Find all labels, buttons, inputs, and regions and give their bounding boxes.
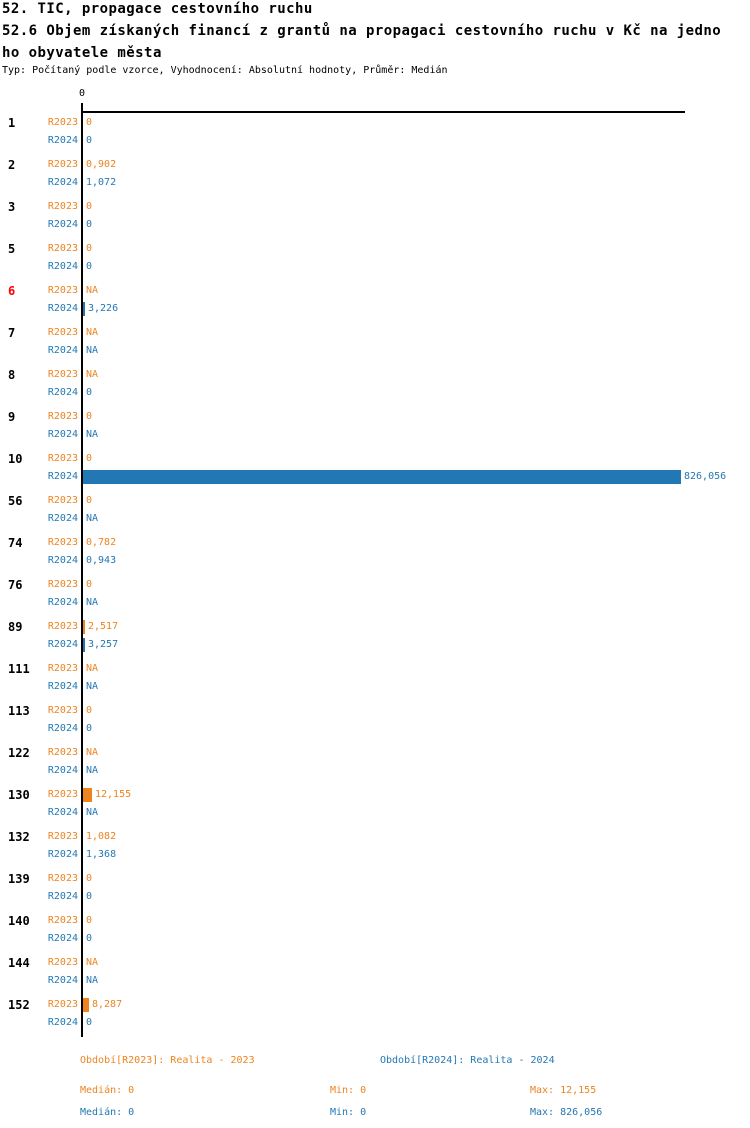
series-row-r2024 xyxy=(0,468,750,486)
series-label-r2023: R2023 xyxy=(47,453,78,464)
series-row-r2023 xyxy=(0,282,750,300)
series-label-r2023: R2023 xyxy=(47,705,78,716)
series-label-r2024: R2024 xyxy=(47,597,78,608)
series-row-r2024 xyxy=(0,720,750,738)
series-label-r2024: R2024 xyxy=(47,849,78,860)
value-r2023: 0 xyxy=(86,117,93,128)
series-row-r2023 xyxy=(0,828,750,846)
series-label-r2023: R2023 xyxy=(47,621,78,632)
series-label-r2023: R2023 xyxy=(47,537,78,548)
row-group-3 xyxy=(0,198,750,234)
value-r2024: NA xyxy=(86,975,99,986)
series-row-r2023 xyxy=(0,660,750,678)
series-row-r2023 xyxy=(0,912,750,930)
row-id: 7 xyxy=(8,326,16,340)
row-id: 130 xyxy=(8,788,30,802)
series-label-r2024: R2024 xyxy=(47,471,78,482)
row-group-8 xyxy=(0,366,750,402)
series-row-r2024 xyxy=(0,174,750,192)
value-r2023: 12,155 xyxy=(95,789,132,800)
row-id: 111 xyxy=(8,662,30,676)
series-row-r2024 xyxy=(0,216,750,234)
indicator-meta: Typ: Počítaný podle vzorce, Vyhodnocení: Absolutní hodnoty, Průměr: Medián xyxy=(2,65,448,76)
series-row-r2024 xyxy=(0,426,750,444)
series-label-r2023: R2023 xyxy=(47,243,78,254)
series-row-r2024 xyxy=(0,678,750,696)
value-r2024: 0 xyxy=(86,933,93,944)
value-r2023: 0 xyxy=(86,201,93,212)
series-label-r2024: R2024 xyxy=(47,135,78,146)
row-group-89 xyxy=(0,618,750,654)
series-label-r2023: R2023 xyxy=(47,747,78,758)
bar-r2024 xyxy=(83,302,85,316)
series-row-r2023 xyxy=(0,534,750,552)
row-id: 76 xyxy=(8,578,23,592)
row-group-113 xyxy=(0,702,750,738)
indicator-title-line1: 52.6 Objem získaných financí z grantů na propagaci cestovního ruchu v Kč na jedno xyxy=(2,23,722,39)
legend-period-r2024: Období[R2024]: Realita - 2024 xyxy=(380,1055,555,1066)
row-id: 132 xyxy=(8,830,30,844)
value-r2023: 0 xyxy=(86,579,93,590)
row-group-144 xyxy=(0,954,750,990)
series-row-r2023 xyxy=(0,744,750,762)
series-label-r2024: R2024 xyxy=(47,303,78,314)
row-id: 152 xyxy=(8,998,30,1012)
series-row-r2024 xyxy=(0,594,750,612)
series-row-r2024 xyxy=(0,510,750,528)
series-label-r2024: R2024 xyxy=(47,807,78,818)
series-label-r2023: R2023 xyxy=(47,831,78,842)
series-row-r2024 xyxy=(0,930,750,948)
series-label-r2024: R2024 xyxy=(47,429,78,440)
series-row-r2024 xyxy=(0,300,750,318)
value-r2024: NA xyxy=(86,765,99,776)
series-row-r2023 xyxy=(0,450,750,468)
row-id: 5 xyxy=(8,242,16,256)
stat-max-r2023: Max: 12,155 xyxy=(530,1085,597,1096)
value-r2024: NA xyxy=(86,807,99,818)
value-r2023: 8,287 xyxy=(92,999,123,1010)
stat-max-r2024: Max: 826,056 xyxy=(530,1107,603,1118)
value-r2023: NA xyxy=(86,747,99,758)
bar-r2023 xyxy=(83,788,92,802)
series-row-r2023 xyxy=(0,954,750,972)
row-group-2 xyxy=(0,156,750,192)
value-r2024: NA xyxy=(86,513,99,524)
row-group-130 xyxy=(0,786,750,822)
bar-r2024 xyxy=(83,638,85,652)
series-row-r2024 xyxy=(0,132,750,150)
series-label-r2023: R2023 xyxy=(47,915,78,926)
series-label-r2024: R2024 xyxy=(47,891,78,902)
value-r2023: NA xyxy=(86,663,99,674)
value-r2023: NA xyxy=(86,327,99,338)
row-group-140 xyxy=(0,912,750,948)
value-r2024: 0 xyxy=(86,387,93,398)
bar-r2023 xyxy=(83,998,89,1012)
series-label-r2024: R2024 xyxy=(47,681,78,692)
row-id: 2 xyxy=(8,158,16,172)
value-r2024: 1,072 xyxy=(86,177,117,188)
series-label-r2023: R2023 xyxy=(47,327,78,338)
series-row-r2023 xyxy=(0,156,750,174)
bar-r2024 xyxy=(83,470,681,484)
series-label-r2024: R2024 xyxy=(47,345,78,356)
series-row-r2024 xyxy=(0,342,750,360)
value-r2023: 0 xyxy=(86,915,93,926)
value-r2023: 0 xyxy=(86,411,93,422)
row-group-5 xyxy=(0,240,750,276)
row-group-111 xyxy=(0,660,750,696)
row-group-76 xyxy=(0,576,750,612)
series-label-r2023: R2023 xyxy=(47,369,78,380)
row-id: 113 xyxy=(8,704,30,718)
value-r2024: NA xyxy=(86,681,99,692)
value-r2023: NA xyxy=(86,285,99,296)
stat-min-r2023: Min: 0 xyxy=(330,1085,367,1096)
row-group-74 xyxy=(0,534,750,570)
series-row-r2023 xyxy=(0,408,750,426)
series-row-r2024 xyxy=(0,762,750,780)
value-r2024: 0,943 xyxy=(86,555,117,566)
row-group-56 xyxy=(0,492,750,528)
series-label-r2023: R2023 xyxy=(47,957,78,968)
value-r2023: 0 xyxy=(86,873,93,884)
value-r2023: 0 xyxy=(86,495,93,506)
indicator-title-line2: ho obyvatele města xyxy=(2,45,162,61)
series-label-r2024: R2024 xyxy=(47,513,78,524)
series-label-r2024: R2024 xyxy=(47,219,78,230)
value-r2023: 0,902 xyxy=(86,159,117,170)
series-row-r2024 xyxy=(0,888,750,906)
value-r2024: 0 xyxy=(86,261,93,272)
series-row-r2024 xyxy=(0,804,750,822)
value-r2024: 0 xyxy=(86,135,93,146)
series-row-r2023 xyxy=(0,240,750,258)
row-group-1 xyxy=(0,114,750,150)
value-r2024: NA xyxy=(86,429,99,440)
series-row-r2023 xyxy=(0,786,750,804)
series-label-r2023: R2023 xyxy=(47,411,78,422)
series-label-r2023: R2023 xyxy=(47,285,78,296)
series-label-r2023: R2023 xyxy=(47,117,78,128)
stat-min-r2024: Min: 0 xyxy=(330,1107,367,1118)
series-row-r2024 xyxy=(0,258,750,276)
series-row-r2023 xyxy=(0,702,750,720)
stat-median-r2023: Medián: 0 xyxy=(80,1085,135,1096)
series-row-r2023 xyxy=(0,198,750,216)
value-r2024: 0 xyxy=(86,723,93,734)
row-id: 1 xyxy=(8,116,16,130)
value-r2024: 0 xyxy=(86,219,93,230)
row-id: 74 xyxy=(8,536,23,550)
series-row-r2024 xyxy=(0,552,750,570)
value-r2024: 3,257 xyxy=(88,639,119,650)
series-row-r2023 xyxy=(0,324,750,342)
row-id: 9 xyxy=(8,410,16,424)
series-label-r2023: R2023 xyxy=(47,579,78,590)
series-row-r2024 xyxy=(0,846,750,864)
series-label-r2023: R2023 xyxy=(47,495,78,506)
value-r2023: 0 xyxy=(86,705,93,716)
value-r2024: 0 xyxy=(86,1017,93,1028)
series-label-r2023: R2023 xyxy=(47,999,78,1010)
row-id: 10 xyxy=(8,452,23,466)
series-label-r2024: R2024 xyxy=(47,1017,78,1028)
series-row-r2023 xyxy=(0,366,750,384)
value-r2023: 1,082 xyxy=(86,831,117,842)
series-label-r2023: R2023 xyxy=(47,789,78,800)
series-label-r2024: R2024 xyxy=(47,723,78,734)
series-row-r2024 xyxy=(0,384,750,402)
row-id: 56 xyxy=(8,494,23,508)
series-row-r2023 xyxy=(0,618,750,636)
series-label-r2024: R2024 xyxy=(47,555,78,566)
value-r2023: NA xyxy=(86,957,99,968)
series-row-r2023 xyxy=(0,576,750,594)
row-group-7 xyxy=(0,324,750,360)
value-r2023: 0 xyxy=(86,453,93,464)
value-r2023: NA xyxy=(86,369,99,380)
series-label-r2024: R2024 xyxy=(47,933,78,944)
value-r2024: 0 xyxy=(86,891,93,902)
series-label-r2024: R2024 xyxy=(47,261,78,272)
row-group-152 xyxy=(0,996,750,1032)
row-group-132 xyxy=(0,828,750,864)
stat-median-r2024: Medián: 0 xyxy=(80,1107,135,1118)
series-label-r2024: R2024 xyxy=(47,975,78,986)
row-id: 8 xyxy=(8,368,16,382)
value-r2024: 3,226 xyxy=(88,303,119,314)
x-axis-tick-label: 0 xyxy=(78,88,86,99)
series-row-r2024 xyxy=(0,636,750,654)
row-id: 144 xyxy=(8,956,30,970)
row-group-9 xyxy=(0,408,750,444)
series-label-r2023: R2023 xyxy=(47,159,78,170)
series-row-r2023 xyxy=(0,996,750,1014)
series-label-r2023: R2023 xyxy=(47,873,78,884)
value-r2023: 0 xyxy=(86,243,93,254)
series-label-r2023: R2023 xyxy=(47,663,78,674)
row-id: 122 xyxy=(8,746,30,760)
legend-period-r2023: Období[R2023]: Realita - 2023 xyxy=(80,1055,255,1066)
row-id: 139 xyxy=(8,872,30,886)
value-r2024: 826,056 xyxy=(684,471,727,482)
value-r2024: 1,368 xyxy=(86,849,117,860)
row-group-122 xyxy=(0,744,750,780)
series-row-r2024 xyxy=(0,972,750,990)
row-id: 89 xyxy=(8,620,23,634)
series-label-r2024: R2024 xyxy=(47,387,78,398)
row-group-10 xyxy=(0,450,750,486)
value-r2023: 0,782 xyxy=(86,537,117,548)
value-r2023: 2,517 xyxy=(88,621,119,632)
row-id: 140 xyxy=(8,914,30,928)
row-id: 6 xyxy=(8,284,16,298)
series-label-r2023: R2023 xyxy=(47,201,78,212)
row-group-139 xyxy=(0,870,750,906)
series-label-r2024: R2024 xyxy=(47,765,78,776)
series-row-r2023 xyxy=(0,492,750,510)
series-row-r2023 xyxy=(0,870,750,888)
page-title: 52. TIC, propagace cestovního ruchu xyxy=(2,1,313,17)
row-id: 3 xyxy=(8,200,16,214)
value-r2024: NA xyxy=(86,345,99,356)
series-label-r2024: R2024 xyxy=(47,177,78,188)
value-r2024: NA xyxy=(86,597,99,608)
series-row-r2023 xyxy=(0,114,750,132)
bar-r2023 xyxy=(83,620,85,634)
row-group-6 xyxy=(0,282,750,318)
x-axis-line xyxy=(81,111,685,113)
series-row-r2024 xyxy=(0,1014,750,1032)
series-label-r2024: R2024 xyxy=(47,639,78,650)
